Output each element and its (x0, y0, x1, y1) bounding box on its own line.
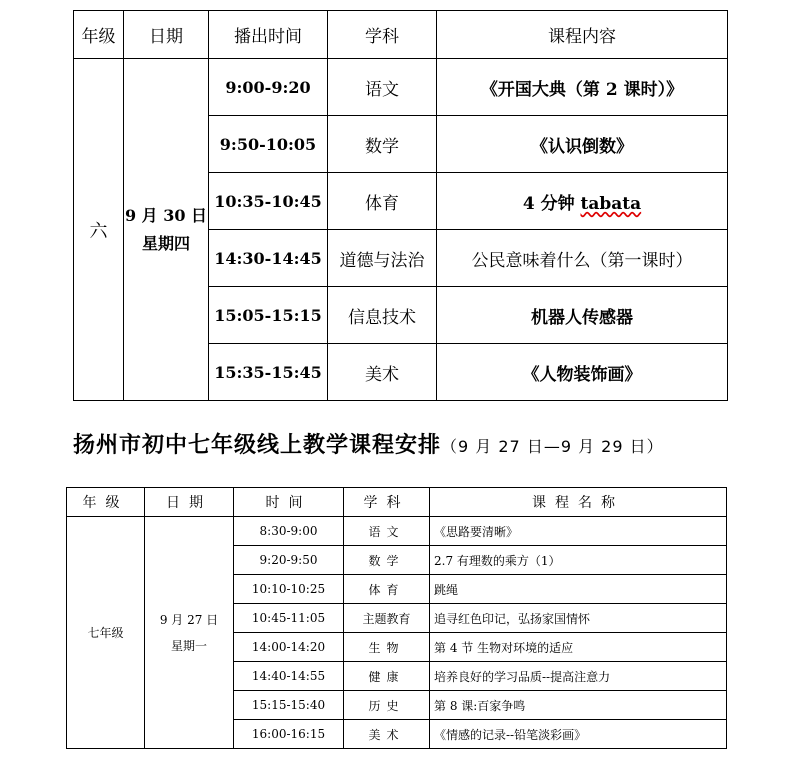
content-cell: 跳绳 (430, 575, 727, 604)
header-time: 时间 (234, 488, 344, 517)
content-cell: 第 8 课:百家争鸣 (430, 691, 727, 720)
table-header-row (74, 11, 728, 59)
content-cell: 机器人传感器 (437, 287, 728, 344)
header-subject: 学科 (344, 488, 430, 517)
content-cell: 培养良好的学习品质--提高注意力 (430, 662, 727, 691)
content-cell: 第 4 节 生物对环境的适应 (430, 633, 727, 662)
subject-cell: 语文 (344, 517, 430, 546)
subject-cell: 美术 (328, 344, 437, 401)
time-cell: 10:35-10:45 (209, 173, 328, 230)
time-cell: 10:45-11:05 (234, 604, 344, 633)
header-date: 日期 (145, 488, 234, 517)
time-cell: 9:20-9:50 (234, 546, 344, 575)
time-cell: 15:15-15:40 (234, 691, 344, 720)
time-cell: 9:00-9:20 (209, 59, 328, 116)
subject-cell: 健康 (344, 662, 430, 691)
subject-cell: 历史 (344, 691, 430, 720)
grade-cell: 七年级 (67, 517, 145, 749)
weekday-text: 星期四 (141, 233, 190, 253)
subject-cell: 体育 (344, 575, 430, 604)
content-cell: 《认识倒数》 (437, 116, 728, 173)
subject-cell: 生物 (344, 633, 430, 662)
content-cell: 公民意味着什么（第一课时） (437, 230, 728, 287)
time-cell: 9:50-10:05 (209, 116, 328, 173)
content-cell: 《思路要清晰》 (430, 517, 727, 546)
table-header-row (67, 488, 727, 517)
header-content: 课程内容 (437, 11, 728, 59)
grade6-schedule-table (73, 10, 728, 401)
time-cell: 14:30-14:45 (209, 230, 328, 287)
header-time: 播出时间 (209, 11, 328, 59)
time-cell: 8:30-9:00 (234, 517, 344, 546)
time-cell: 10:10-10:25 (234, 575, 344, 604)
date-cell (145, 517, 234, 749)
weekday-text: 星期一 (170, 638, 207, 653)
spellcheck-word: tabata (580, 193, 642, 214)
content-cell (437, 173, 728, 230)
content-cell: 2.7 有理数的乘方（1） (430, 546, 727, 575)
table-row (74, 59, 728, 116)
grade-cell: 六 (74, 59, 124, 401)
content-cell: 《人物装饰画》 (437, 344, 728, 401)
schedule-heading (73, 428, 773, 459)
heading-date-range: （9 月 27 日—9 月 29 日） (441, 437, 664, 456)
time-cell: 15:05-15:15 (209, 287, 328, 344)
subject-cell: 语文 (328, 59, 437, 116)
header-course-name: 课程名称 (430, 488, 727, 517)
content-cell: 《开国大典（第 2 课时）》 (437, 59, 728, 116)
time-cell: 14:00-14:20 (234, 633, 344, 662)
content-cell: 追寻红色印记，弘扬家国情怀 (430, 604, 727, 633)
time-cell: 15:35-15:45 (209, 344, 328, 401)
header-subject: 学科 (328, 11, 437, 59)
time-cell: 14:40-14:55 (234, 662, 344, 691)
header-grade: 年级 (74, 11, 124, 59)
date-text: 9 月 27 日 (159, 612, 219, 627)
subject-cell: 数学 (344, 546, 430, 575)
grade7-schedule-table (66, 487, 727, 749)
date-text: 9 月 30 日 (124, 205, 208, 225)
subject-cell: 体育 (328, 173, 437, 230)
subject-cell: 数学 (328, 116, 437, 173)
date-cell (124, 59, 209, 401)
subject-cell: 道德与法治 (328, 230, 437, 287)
header-date: 日期 (124, 11, 209, 59)
subject-cell: 主题教育 (344, 604, 430, 633)
subject-cell: 信息技术 (328, 287, 437, 344)
table-row (67, 517, 727, 546)
content-cell: 《情感的记录--铅笔淡彩画》 (430, 720, 727, 749)
heading-title: 扬州市初中七年级线上教学课程安排 (73, 433, 442, 458)
header-grade: 年级 (67, 488, 145, 517)
time-cell: 16:00-16:15 (234, 720, 344, 749)
content-prefix: 4 分钟 (522, 193, 581, 214)
subject-cell: 美术 (344, 720, 430, 749)
